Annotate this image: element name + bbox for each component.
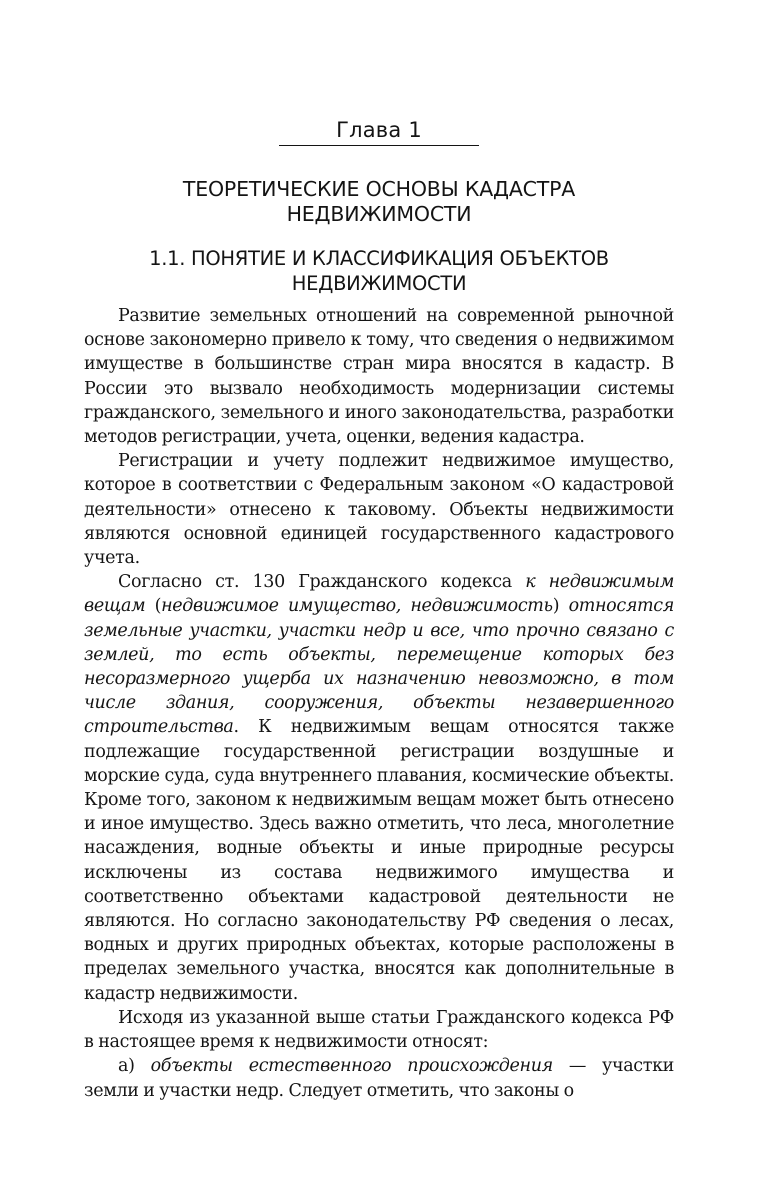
body-text xyxy=(84,304,674,1103)
paragraph-3-italic-definition: относятся земельные участки, участки недр и все, что прочно связано с землей, то есть объекты, перемещение которых без несоразмерного ущерба их назначению невозможно, в том числе здания, сооружения, объекты незавершенного строительства xyxy=(84,596,674,738)
paragraph-3-paren-close: ) xyxy=(552,596,569,617)
paragraph-3-italic-term: к недвижимым вещам xyxy=(84,572,674,617)
paragraph-3 xyxy=(84,570,674,1006)
paragraph-5-text: — участки земли и участки недр. Следует отметить, что законы о xyxy=(84,1056,674,1101)
paragraph-5 xyxy=(84,1054,674,1102)
paragraph-3-italic-synonyms: недвижимое имущество, недвижимость xyxy=(161,596,553,617)
paragraph-3-paren-open: ( xyxy=(145,596,162,617)
paragraph-4: Исходя из указанной выше статьи Гражданского кодекса РФ в настоящее время к недвижимости относят: xyxy=(84,1007,674,1053)
paragraph-5-italic-term: объекты естественного происхождения xyxy=(150,1056,553,1077)
chapter-label: Глава 1 xyxy=(279,113,479,146)
chapter-title-line1: ТЕОРЕТИЧЕСКИЕ ОСНОВЫ КАДАСТРА xyxy=(182,177,576,201)
chapter-title xyxy=(84,177,674,227)
chapter-title-line2: НЕДВИЖИМОСТИ xyxy=(286,202,472,226)
paragraph-1: Развитие земельных отношений на современной рыночной основе закономерно привело к тому, что сведения о недвижимом имуществе в большинстве стран мира вносятся в кадастр. В России это вызвало необходимость модернизации системы гражданского, земельного и иного законодательства, разработки методов регистрации, учета, оценки, ведения кадастра. xyxy=(84,306,674,448)
section-title-line1: 1.1. ПОНЯТИЕ И КЛАССИФИКАЦИЯ ОБЪЕКТОВ xyxy=(149,247,609,270)
paragraph-3-text: Согласно ст. 130 Гражданского кодекса xyxy=(118,572,526,593)
paragraph-3-continuation: . К недвижимым вещам относятся также подлежащие государственной регистрации воздушные и морские суда, суда внутреннего плавания, космические объекты. Кроме того, законом к недвижимым вещам может быть отнесено и иное имущество. Здесь важно отметить, что леса, многолетние насаждения, водные объекты и иные природные ресурсы исключены из состава недвижимого имущества и соответственно объектами кадастровой деятельности не являются. Но согласно законодательству РФ сведения о лесах, водных и других природных объектах, которые расположены в пределах земельного участка, вносятся как дополнительные в кадастр недвижимости. xyxy=(84,717,674,1004)
paragraph-2: Регистрации и учету подлежит недвижимое имущество, которое в соответствии с Федеральным законом «О кадастровой деятельности» отнесено к таковому. Объекты недвижимости являются основной единицей государственного кадастрового учета. xyxy=(84,451,674,569)
book-page xyxy=(84,113,674,1103)
paragraph-5-marker: а) xyxy=(118,1056,151,1077)
section-title xyxy=(84,246,674,296)
section-title-line2: НЕДВИЖИМОСТИ xyxy=(291,272,467,295)
